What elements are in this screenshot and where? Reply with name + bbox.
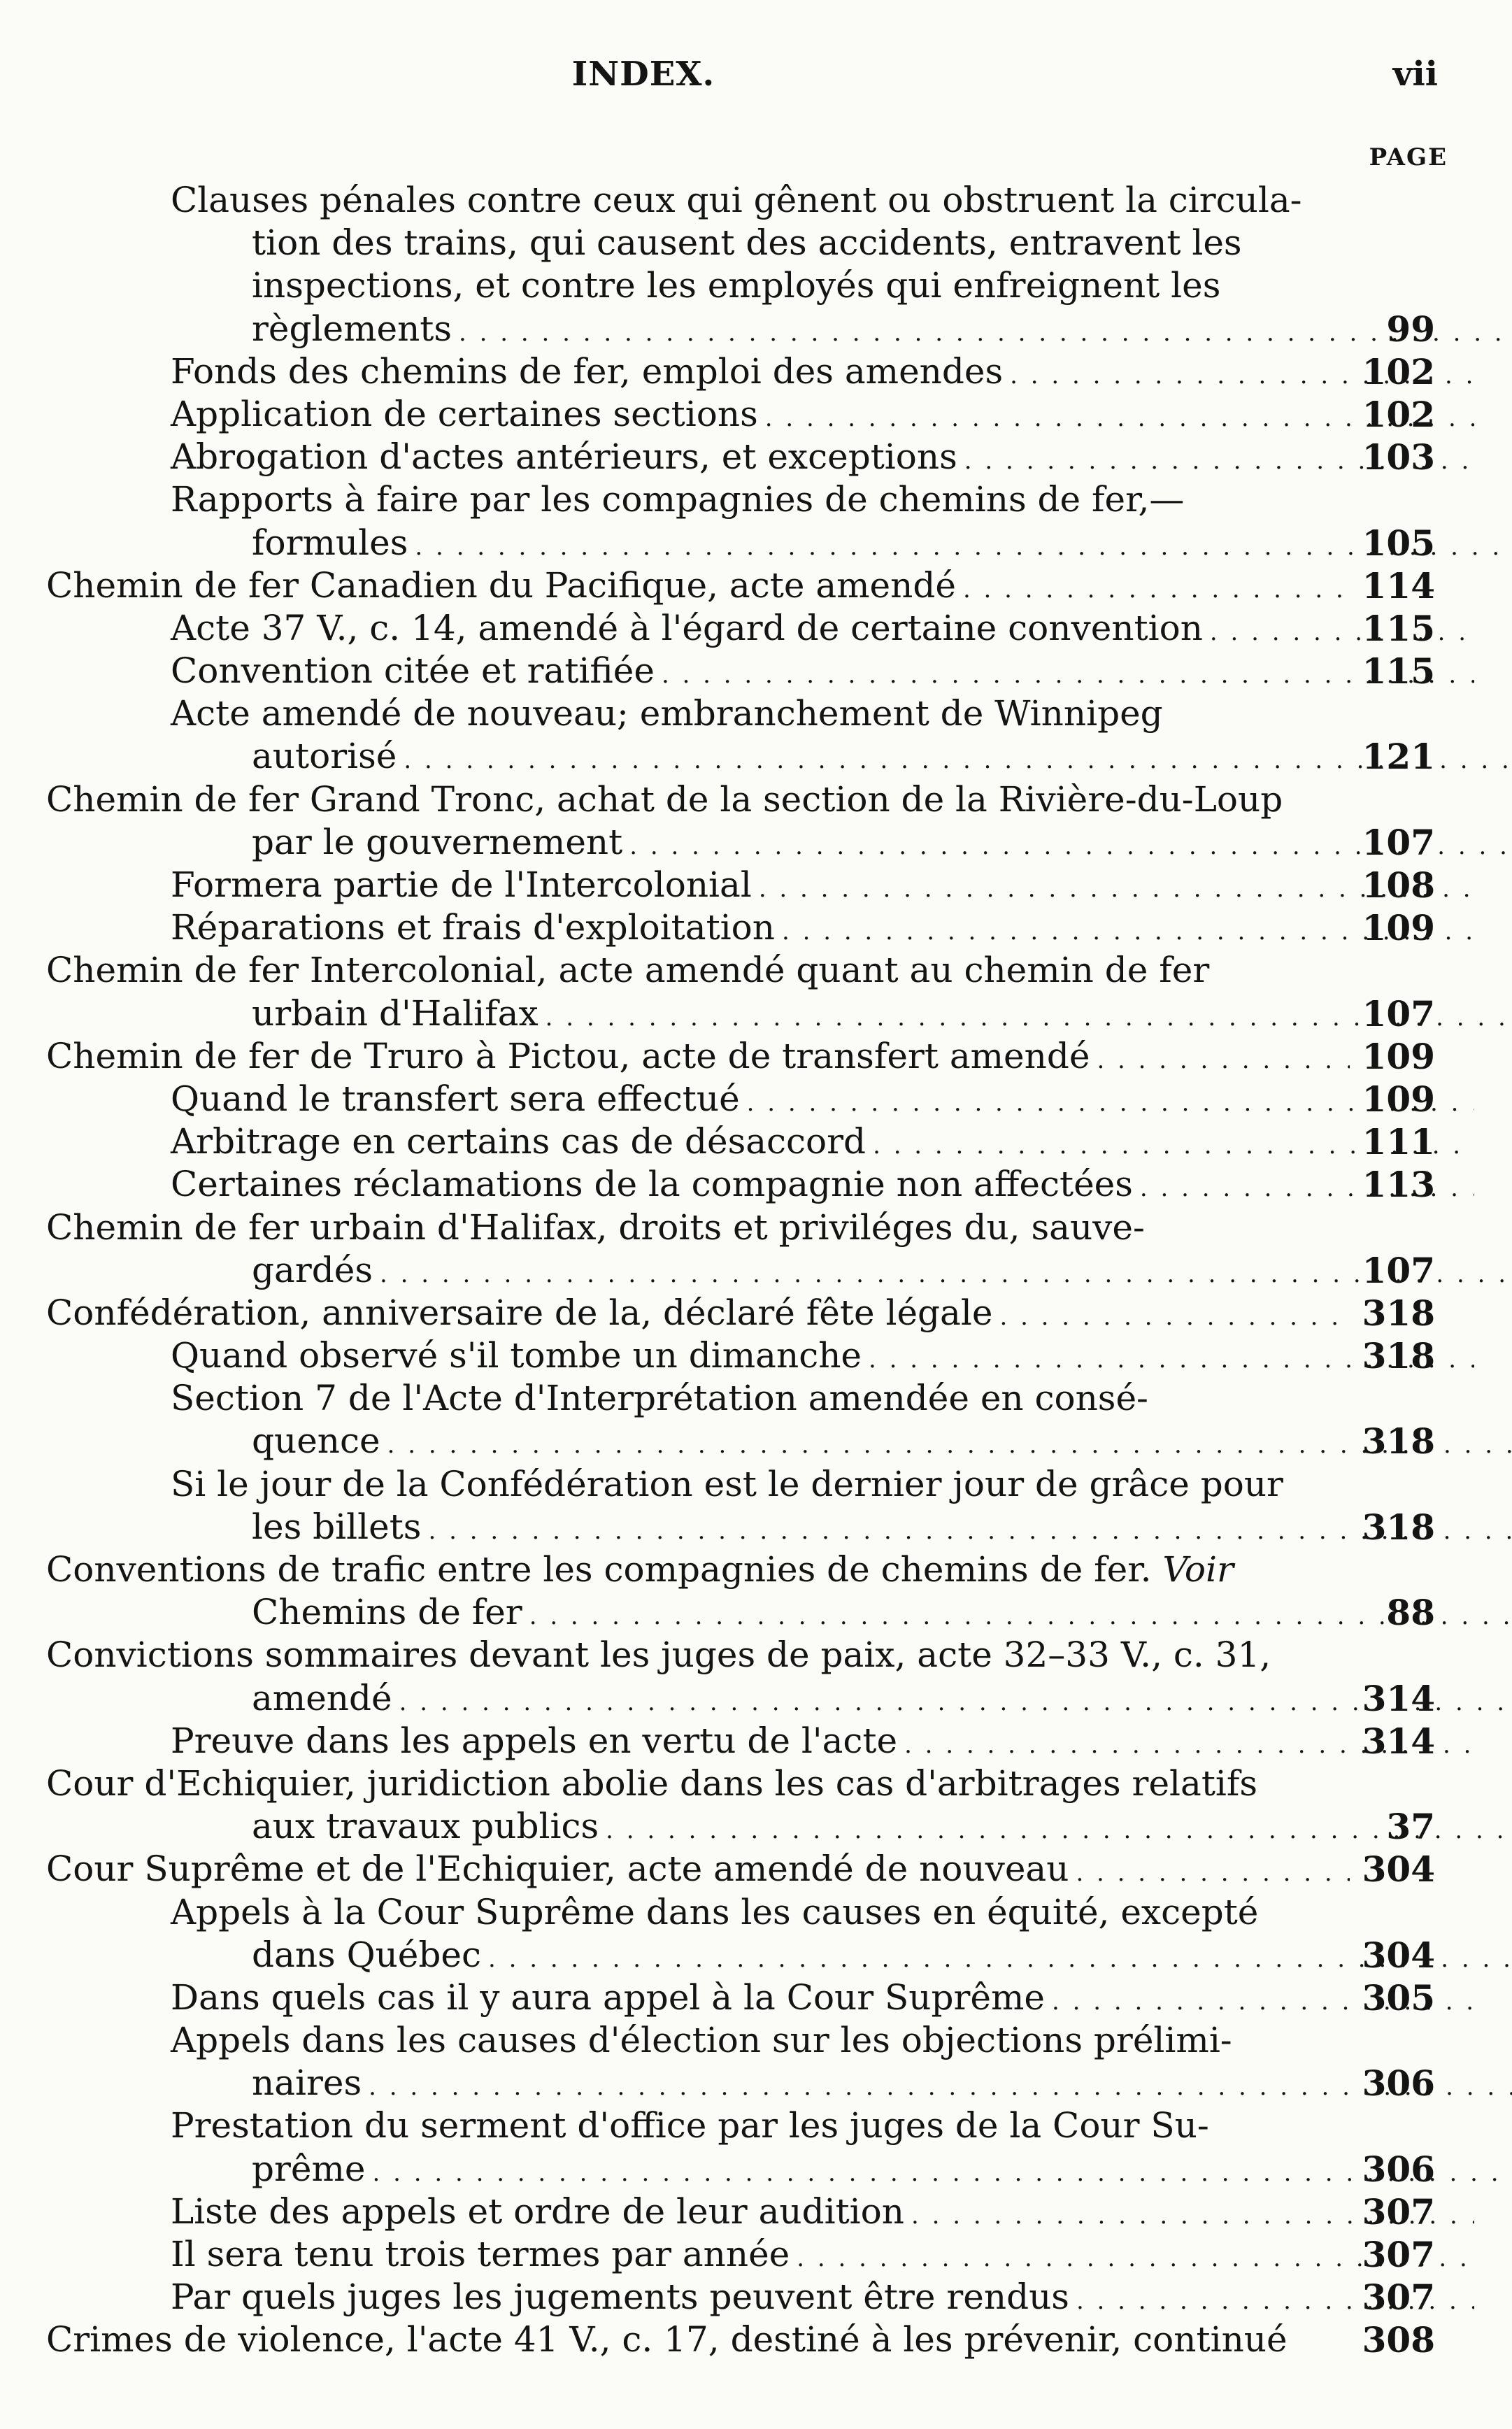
entry-text: Fonds des chemins de fer, emploi des amendes (171, 350, 1004, 392)
entry-page-number: 318 (1362, 1506, 1435, 1548)
dot-leader (404, 739, 1512, 782)
entry-text: Abrogation d'actes antérieurs, et exceptions (171, 436, 957, 478)
dot-leader (999, 1296, 1350, 1339)
index-subentry (0, 436, 1512, 478)
index-entry (0, 2318, 1512, 2361)
index-subentry (0, 1377, 1512, 1462)
entry-text: tion des trains, qui causent des accidents, entravent les (252, 222, 1242, 264)
page-column-label: PAGE (1369, 143, 1448, 171)
entry-page-number: 318 (1362, 1292, 1435, 1334)
entry-text: aux travaux publics (252, 1806, 599, 1847)
index-subentry (0, 1078, 1512, 1120)
entry-page-number: 306 (1362, 2063, 1435, 2104)
entry-text: gardés (252, 1249, 373, 1290)
entry-text: Il sera tenu trois termes par année (171, 2234, 790, 2274)
dot-leader (1097, 1039, 1350, 1082)
entry-text: naires (252, 2063, 362, 2104)
entry-text: les billets (252, 1506, 422, 1547)
entry-page-number: 305 (1362, 1976, 1435, 2018)
entry-text: Réparations et frais d'exploitation (171, 907, 775, 948)
entry-text: Application de certaines sections (171, 393, 758, 434)
index-subentry (0, 1976, 1512, 2019)
entry-text: Clauses pénales contre ceux qui gênent ou obstruent la circula- (171, 180, 1302, 220)
entry-page-number: 111 (1362, 1121, 1435, 1163)
index-entry (0, 1848, 1512, 1890)
entry-text: Confédération, anniversaire de la, déclaré fête légale (46, 1292, 993, 1333)
entry-text: inspections, et contre les employés qui enfreignent les (252, 265, 1221, 306)
index-subentry (0, 864, 1512, 906)
dot-leader (380, 1253, 1512, 1296)
index-subentry (0, 1334, 1512, 1377)
index-subentry (0, 650, 1512, 692)
entry-page-number: 88 (1386, 1592, 1435, 1634)
entry-text: urbain d'Halifax (252, 992, 539, 1034)
index-subentry (0, 393, 1512, 436)
entry-text: Chemin de fer Canadien du Pacifique, acte amendé (46, 564, 956, 606)
entry-text: amendé (252, 1677, 392, 1718)
index-subentry (0, 478, 1512, 564)
entry-text: Section 7 de l'Acte d'Interprétation amendée en consé- (171, 1378, 1148, 1419)
index-subentry (0, 2019, 1512, 2104)
dot-leader (415, 526, 1512, 569)
entry-text: Chemin de fer Intercolonial, acte amendé quant au chemin de fer (46, 950, 1210, 991)
entry-text: Formera partie de l'Intercolonial (171, 864, 752, 905)
index-subentry (0, 1163, 1512, 1206)
index-entry (0, 778, 1512, 864)
entry-page-number: 107 (1362, 992, 1435, 1034)
dot-leader (529, 1595, 1512, 1638)
entry-page-number: 107 (1362, 821, 1435, 863)
entry-text: prême (252, 2148, 366, 2189)
entry-page-number: 307 (1362, 2277, 1435, 2318)
index-entry (0, 1548, 1512, 1634)
entry-text: Appels dans les causes d'élection sur les objections prélimi- (171, 2020, 1232, 2061)
index-subentry (0, 2276, 1512, 2318)
entry-text: Acte 37 V., c. 14, amendé à l'égard de certaine convention (171, 607, 1203, 648)
entry-page-number: 306 (1362, 2148, 1435, 2190)
dot-leader (387, 1424, 1512, 1467)
index-subentry (0, 1720, 1512, 1762)
page-number: vii (1392, 55, 1438, 94)
entry-text: Cour Suprême et de l'Echiquier, acte amendé de nouveau (46, 1849, 1069, 1890)
index-subentry (0, 2233, 1512, 2276)
entry-page-number: 102 (1362, 393, 1435, 435)
index-entry (0, 564, 1512, 607)
entry-page-number: 37 (1386, 1806, 1435, 1848)
entry-page-number: 105 (1362, 522, 1435, 564)
entry-page-number: 115 (1362, 650, 1435, 692)
index-entry (0, 1634, 1512, 1719)
dot-leader (428, 1510, 1512, 1553)
entry-text: règlements (252, 308, 452, 349)
index-subentry (0, 350, 1512, 393)
dot-leader (606, 1809, 1512, 1852)
entry-text: Preuve dans les appels en vertu de l'acte (171, 1720, 898, 1761)
entry-text: Appels à la Cour Suprême dans les causes en équité, excepté (171, 1891, 1259, 1932)
entry-page-number: 307 (1362, 2191, 1435, 2232)
entry-page-number: 304 (1362, 1934, 1435, 1976)
entry-page-number: 318 (1362, 1335, 1435, 1377)
see-reference: Voir (1162, 1549, 1234, 1590)
dot-leader (488, 1938, 1512, 1981)
running-title: INDEX. (571, 55, 715, 94)
dot-leader (963, 569, 1350, 611)
entry-text: Si le jour de la Confédération est le dernier jour de grâce pour (171, 1463, 1283, 1504)
entry-page-number: 318 (1362, 1420, 1435, 1462)
entry-text: formules (252, 522, 408, 563)
index-subentry (0, 2104, 1512, 2190)
index-entry (0, 1035, 1512, 1078)
entry-text: autorisé (252, 736, 397, 777)
entry-text: Cour d'Echiquier, juridiction abolie dans les cas d'arbitrages relatifs (46, 1762, 1258, 1804)
entry-text: Par quels juges les jugements peuvent être rendus (171, 2277, 1069, 2318)
dot-leader (373, 2152, 1512, 2195)
entry-text: Quand observé s'il tombe un dimanche (171, 1335, 862, 1376)
entry-text: par le gouvernement (252, 821, 623, 862)
entry-text: Rapports à faire par les compagnies de chemins de fer,— (171, 479, 1185, 520)
index-subentry (0, 692, 1512, 778)
entry-page-number: 307 (1362, 2234, 1435, 2275)
entry-text: Convention citée et ratifiée (171, 650, 655, 692)
index-subentry (0, 607, 1512, 650)
entry-text: Convictions sommaires devant les juges de paix, acte 32–33 V., c. 31, (46, 1634, 1271, 1676)
entry-page-number: 304 (1362, 1849, 1435, 1890)
entry-text: Chemin de fer de Truro à Pictou, acte de transfert amendé (46, 1035, 1090, 1076)
entry-text: Prestation du serment d'office par les juges de la Cour Su- (171, 2105, 1209, 2146)
entry-text: Liste des appels et ordre de leur audition (171, 2191, 904, 2232)
entry-page-number: 121 (1362, 736, 1435, 778)
entry-page-number: 108 (1362, 864, 1435, 906)
entry-text: Chemins de fer (252, 1592, 522, 1633)
entry-text: dans Québec (252, 1934, 481, 1975)
entry-text: Crimes de violence, l'acte 41 V., c. 17, destiné à les prévenir, continué (46, 2319, 1288, 2360)
index-subentry (0, 906, 1512, 949)
entry-text: Certaines réclamations de la compagnie non affectées (171, 1164, 1133, 1205)
index-subentry (0, 1463, 1512, 1548)
entry-text: Chemin de fer Grand Tronc, achat de la section de la Rivière-du-Loup (46, 778, 1283, 820)
entry-page-number: 114 (1362, 564, 1435, 606)
index-subentry (0, 1120, 1512, 1163)
index-entry (0, 1762, 1512, 1848)
entry-text: Acte amendé de nouveau; embranchement de Winnipeg (171, 693, 1163, 734)
entry-page-number: 314 (1362, 1720, 1435, 1762)
entry-page-number: 109 (1362, 907, 1435, 949)
entry-text: Conventions de trafic entre les compagnies de chemins de fer. (46, 1549, 1152, 1590)
entry-page-number: 314 (1362, 1677, 1435, 1719)
index-entry (0, 949, 1512, 1034)
entry-page-number: 115 (1362, 607, 1435, 649)
dot-leader (369, 2066, 1512, 2109)
dot-leader (459, 312, 1512, 355)
entry-page-number: 113 (1362, 1164, 1435, 1206)
entry-page-number: 308 (1362, 2319, 1435, 2361)
entry-text: Arbitrage en certains cas de désaccord (171, 1121, 866, 1162)
entry-page-number: 109 (1362, 1078, 1435, 1120)
dot-leader (662, 654, 1474, 697)
index-entries (0, 179, 1512, 2362)
entry-text: Chemin de fer urbain d'Halifax, droits et priviléges du, sauve- (46, 1206, 1145, 1248)
entry-page-number: 102 (1362, 350, 1435, 392)
dot-leader (1076, 1852, 1350, 1895)
entry-text: Quand le transfert sera effectué (171, 1078, 740, 1119)
index-entry (0, 1206, 1512, 1292)
entry-text: quence (252, 1420, 380, 1462)
index-subentry (0, 1891, 1512, 1976)
entry-page-number: 99 (1386, 308, 1435, 350)
entry-page-number: 109 (1362, 1035, 1435, 1077)
entry-text: Dans quels cas il y aura appel à la Cour Suprême (171, 1976, 1045, 2018)
entry-page-number: 103 (1362, 436, 1435, 478)
entry-page-number: 107 (1362, 1249, 1435, 1291)
index-entry (0, 1292, 1512, 1334)
index-subentry (0, 179, 1512, 350)
dot-leader (399, 1681, 1512, 1724)
index-subentry (0, 2191, 1512, 2233)
